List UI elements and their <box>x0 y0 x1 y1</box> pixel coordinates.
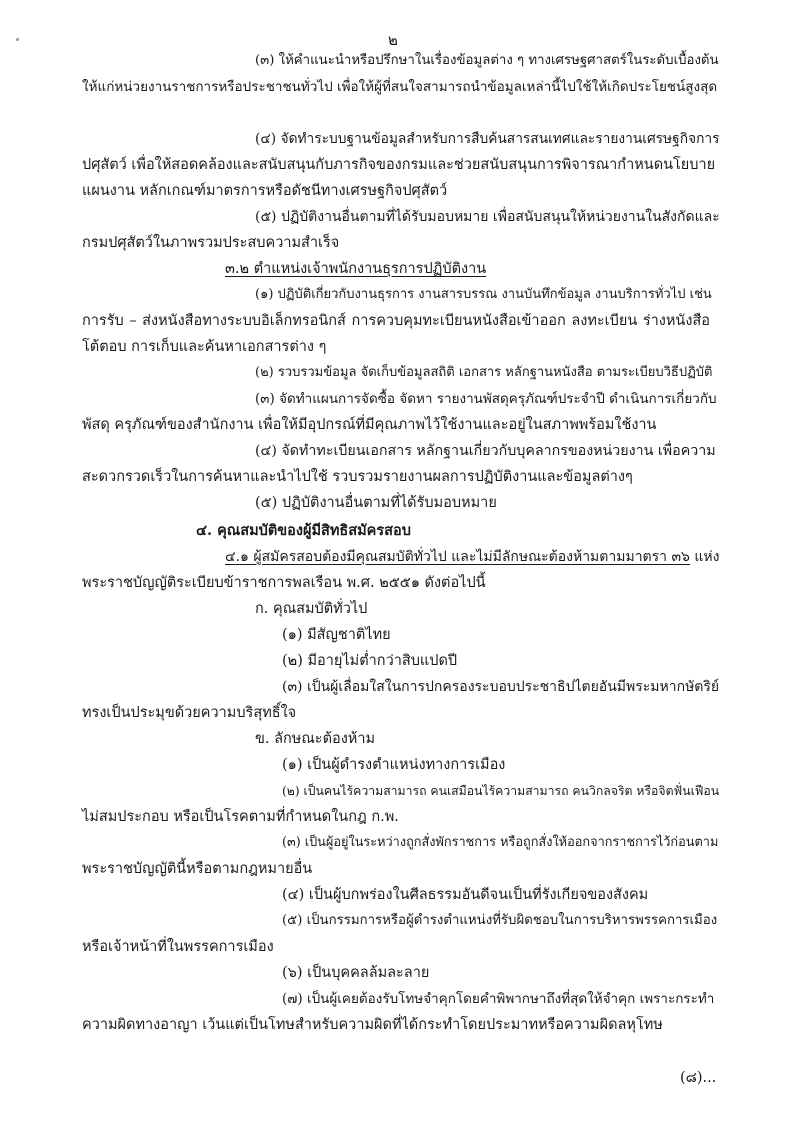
text-line: (๒) เป็นคนไร้ความสามารถ คนเสมือนไร้ความสามารถ คนวิกลจริต หรือจิตฟั่นเฟือน <box>282 784 720 798</box>
text-line: พระราชบัญญัติระเบียบข้าราชการพลเรือน พ.ศ. ๒๕๕๑ ดังต่อไปนี้ <box>82 575 486 591</box>
text-line: (๖) เป็นบุคคลล้มละลาย <box>282 965 430 981</box>
text-line: ความผิดทางอาญา เว้นแต่เป็นโทษสำหรับความผิดที่ได้กระทำโดยประมาทหรือความผิดลหุโทษ <box>82 1017 663 1033</box>
text-fragment: แห่ง <box>689 549 720 565</box>
text-line: การรับ – ส่งหนังสือทางระบบอิเล็กทรอนิกส์ การควบคุมทะเบียนหนังสือเข้าออก ลงทะเบียน ร่างหนังสือ <box>82 313 710 329</box>
text-line: ปศุสัตว์ เพื่อให้สอดคล้องและสนับสนุนกับภารกิจของกรมและช่วยสนับสนุนการพิจารณากำหนดนโยบาย <box>82 157 716 173</box>
text-line: โต้ตอบ การเก็บและค้นหาเอกสารต่าง ๆ <box>82 339 327 355</box>
text-line: พระราชบัญญัตินี้หรือตามกฎหมายอื่น <box>82 861 313 877</box>
text-line: (๗) เป็นผู้เคยต้องรับโทษจำคุกโดยคำพิพากษาถึงที่สุดให้จำคุก เพราะกระทำ <box>282 991 715 1007</box>
text-line: หรือเจ้าหน้าที่ในพรรคการเมือง <box>82 939 274 955</box>
section-heading-4: ๔. คุณสมบัติของผู้มีสิทธิสมัครสอบ <box>196 522 411 539</box>
page-number: ๒ <box>388 31 398 49</box>
page-continuation-marker: (๘)... <box>680 1070 717 1086</box>
text-line: (๓) จัดทำแผนการจัดซื้อ จัดหา รายงานพัสดุครุภัณฑ์ประจำปี ดำเนินการเกี่ยวกับ <box>255 391 717 407</box>
text-line: กรมปศุสัตว์ในภาพรวมประสบความสำเร็จ <box>82 235 340 251</box>
text-line: สะดวกรวดเร็วในการค้นหาและนำไปใช้ รวบรวมรายงานผลการปฏิบัติงานและข้อมูลต่างๆ <box>82 469 633 485</box>
text-line: (๕) ปฏิบัติงานอื่นตามที่ได้รับมอบหมาย <box>255 495 497 511</box>
subheading-kh: ข. ลักษณะต้องห้าม <box>255 731 376 747</box>
text-line: (๔) เป็นผู้บกพร่องในศีลธรรมอันดีจนเป็นที่รังเกียจของสังคม <box>282 887 649 903</box>
text-line: (๔) จัดทำระบบฐานข้อมูลสำหรับการสืบค้นสารสนเทศและรายงานเศรษฐกิจการ <box>255 131 720 147</box>
text-line: (๓) เป็นผู้อยู่ในระหว่างถูกสั่งพักราชการ หรือถูกสั่งให้ออกจากราชการไว้ก่อนตาม <box>282 835 719 850</box>
subheading-ka: ก. คุณสมบัติทั่วไป <box>255 601 368 617</box>
text-line: (๕) เป็นกรรมการหรือผู้ดำรงตำแหน่งที่รับผิดชอบในการบริหารพรรคการเมือง <box>282 913 718 928</box>
text-line: (๒) มีอายุไม่ต่ำกว่าสิบแปดปี <box>282 653 458 669</box>
scan-speck <box>16 38 19 41</box>
text-line: (๓) เป็นผู้เลื่อมใสในการปกครองระบอบประชาธิปไตยอันมีพระมหากษัตริย์ <box>282 679 720 695</box>
text-line: (๒) รวบรวมข้อมูล จัดเก็บข้อมูลสถิติ เอกสาร หลักฐานหนังสือ ตามระเบียบวิธีปฏิบัติ <box>255 365 713 380</box>
text-line: ให้แก่หน่วยงานราชการหรือประชาชนทั่วไป เพื่อให้ผู้ที่สนใจสามารถนำข้อมูลเหล่านี้ไปใช้ให้เกิดประโยชน์สูงสุด <box>82 79 718 95</box>
text-line: (๑) ปฏิบัติเกี่ยวกับงานธุรการ งานสารบรรณ งานบันทึกข้อมูล งานบริการทั่วไป เช่น <box>255 287 712 302</box>
text-line: พัสดุ ครุภัณฑ์ของสำนักงาน เพื่อให้มีอุปกรณ์ที่มีคุณภาพไว้ใช้งานและอยู่ในสภาพพร้อมใช้งาน <box>82 417 657 433</box>
text-line: (๕) ปฏิบัติงานอื่นตามที่ได้รับมอบหมาย เพื่อสนับสนุนให้หน่วยงานในสังกัดและ <box>255 209 720 225</box>
text-line: (๔) จัดทำทะเบียนเอกสาร หลักฐานเกี่ยวกับบุคลากรของหน่วยงาน เพื่อความ <box>255 443 716 459</box>
text-line: แผนงาน หลักเกณฑ์มาตรการหรือดัชนีทางเศรษฐกิจปศุสัตว์ <box>82 183 448 199</box>
section-heading-3-2: ๓.๒ ตำแหน่งเจ้าพนักงานธุรการปฏิบัติงาน <box>225 261 487 277</box>
text-line: (๓) ให้คำแนะนำหรือปรึกษาในเรื่องข้อมูลต่าง ๆ ทางเศรษฐศาสตร์ในระดับเบื้องต้น <box>255 53 719 68</box>
text-line: ทรงเป็นประมุขด้วยความบริสุทธิ์ใจ <box>82 705 297 721</box>
text-line: (๑) เป็นผู้ดำรงตำแหน่งทางการเมือง <box>282 757 506 773</box>
text-line: ไม่สมประกอบ หรือเป็นโรคตามที่กำหนดในกฎ ก.พ. <box>82 809 399 825</box>
underlined-clause: ๔.๑ ผู้สมัครสอบต้องมีคุณสมบัติทั่วไป และไม่มีลักษณะต้องห้ามตามมาตรา ๓๖ <box>225 549 690 565</box>
text-line <box>225 546 720 568</box>
text-line: (๑) มีสัญชาติไทย <box>282 627 391 643</box>
